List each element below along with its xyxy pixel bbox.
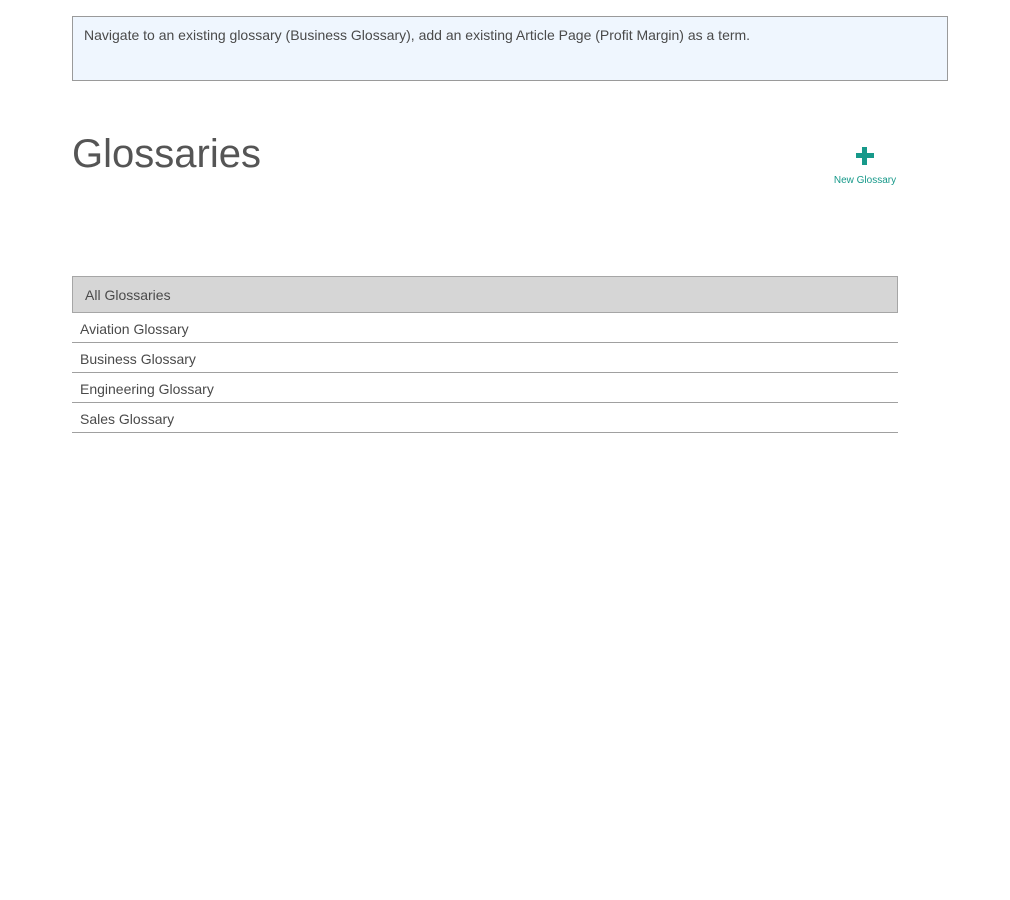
glossary-row-label[interactable]: Sales Glossary	[80, 411, 175, 427]
table-header-label: All Glossaries	[85, 287, 171, 303]
task-instruction-box	[72, 16, 948, 81]
glossary-row-label[interactable]: Business Glossary	[80, 351, 196, 367]
glossary-row-aviation[interactable]	[72, 313, 898, 343]
glossary-row-label[interactable]: Aviation Glossary	[80, 321, 189, 337]
glossary-row-business[interactable]	[72, 343, 898, 373]
glossary-row-label[interactable]: Engineering Glossary	[80, 381, 214, 397]
glossary-row-sales[interactable]	[72, 403, 898, 433]
table-header	[72, 276, 898, 313]
plus-icon[interactable]	[855, 146, 875, 166]
new-glossary-label[interactable]: New Glossary	[833, 175, 897, 186]
glossary-row-engineering[interactable]	[72, 373, 898, 403]
page-title: Glossaries	[72, 132, 261, 176]
task-instruction-text: Navigate to an existing glossary (Business Glossary), add an existing Article Page (Profit Margin) as a term.	[84, 27, 751, 43]
new-glossary-button[interactable]	[826, 143, 904, 193]
glossary-table	[72, 276, 898, 433]
